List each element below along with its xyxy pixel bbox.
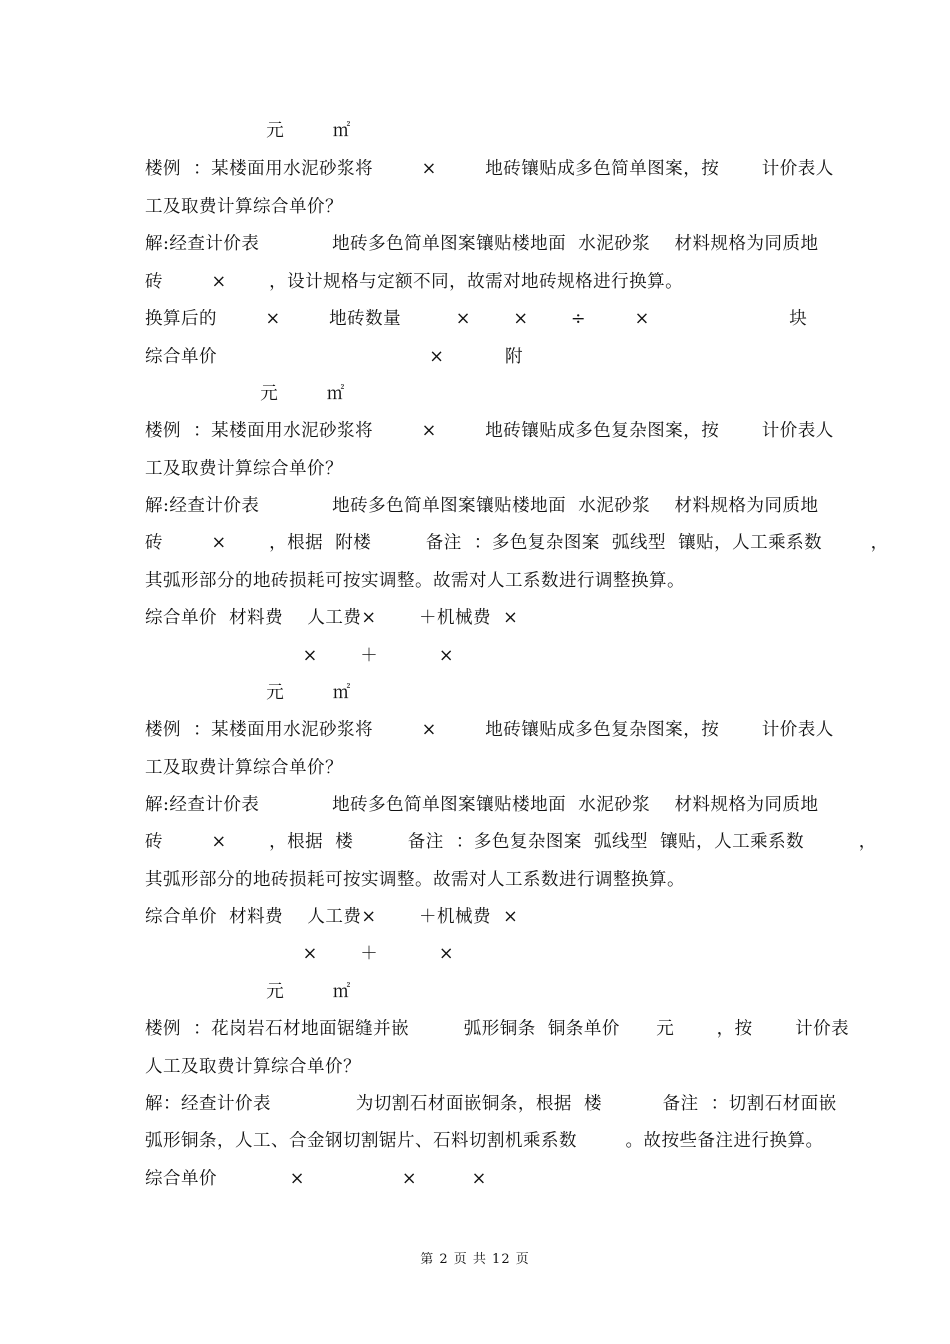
text-line: 元 ㎡ [145,121,351,141]
text-line: 解：经查计价表 为切割石材面嵌铜条，根据 楼 备注 ：切割石材面嵌 [145,1094,837,1114]
text-line: 人工及取费计算综合单价？ [145,1057,361,1077]
text-line: 解:经查计价表 地砖多色简单图案镶贴楼地面 水泥砂浆 材料规格为同质地 [145,795,819,815]
text-line: 综合单价 材料费 人工费× ＋机械费 × [145,907,519,927]
text-line: 弧形铜条，人工、合金钢切割锯片、石料切割机乘系数 。故按些备注进行换算。 [145,1131,824,1151]
text-line: 综合单价 材料费 人工费× ＋机械费 × [145,608,519,628]
text-line: 工及取费计算综合单价？ [145,197,343,217]
text-line: 综合单价 × × × [145,1169,487,1189]
text-line: 楼例 ：花岗岩石材地面锯缝并嵌 弧形铜条 铜条单价 元 ，按 计价表 [145,1019,850,1039]
text-line: 楼例 ：某楼面用水泥砂浆将 × 地砖镶贴成多色复杂图案，按 计价表人 [145,421,834,441]
text-line: 其弧形部分的地砖损耗可按实调整。故需对人工系数进行调整换算。 [145,870,685,890]
text-line: 其弧形部分的地砖损耗可按实调整。故需对人工系数进行调整换算。 [145,571,685,591]
text-line: 楼例 ：某楼面用水泥砂浆将 × 地砖镶贴成多色复杂图案，按 计价表人 [145,720,834,740]
text-line: 元 ㎡ [145,982,351,1002]
text-line: 解:经查计价表 地砖多色简单图案镶贴楼地面 水泥砂浆 材料规格为同质地 [145,496,819,516]
text-line: 综合单价 × 附 [145,347,523,367]
text-line: 砖 × ，根据 楼 备注 ：多色复杂图案 弧线型 镶贴，人工乘系数 ， [145,832,877,852]
text-line: 楼例 ：某楼面用水泥砂浆将 × 地砖镶贴成多色简单图案，按 计价表人 [145,159,834,179]
text-line: 砖 × ，设计规格与定额不同，故需对地砖规格进行换算。 [145,272,684,292]
text-line: 元 ㎡ [145,683,351,703]
text-line: 砖 × ，根据 附楼 备注 ：多色复杂图案 弧线型 镶贴，人工乘系数 ， [145,533,889,553]
text-line: × ＋ × [145,944,455,964]
text-line: 换算后的 × 地砖数量 × × ÷ × 块 [145,309,808,329]
page-footer: 第 2 页 共 12 页 [420,1252,530,1267]
text-line: 工及取费计算综合单价？ [145,459,343,479]
text-line: 元 ㎡ [145,384,345,404]
text-line: 解:经查计价表 地砖多色简单图案镶贴楼地面 水泥砂浆 材料规格为同质地 [145,234,819,254]
text-line: × ＋ × [145,646,455,666]
text-line: 工及取费计算综合单价？ [145,758,343,778]
